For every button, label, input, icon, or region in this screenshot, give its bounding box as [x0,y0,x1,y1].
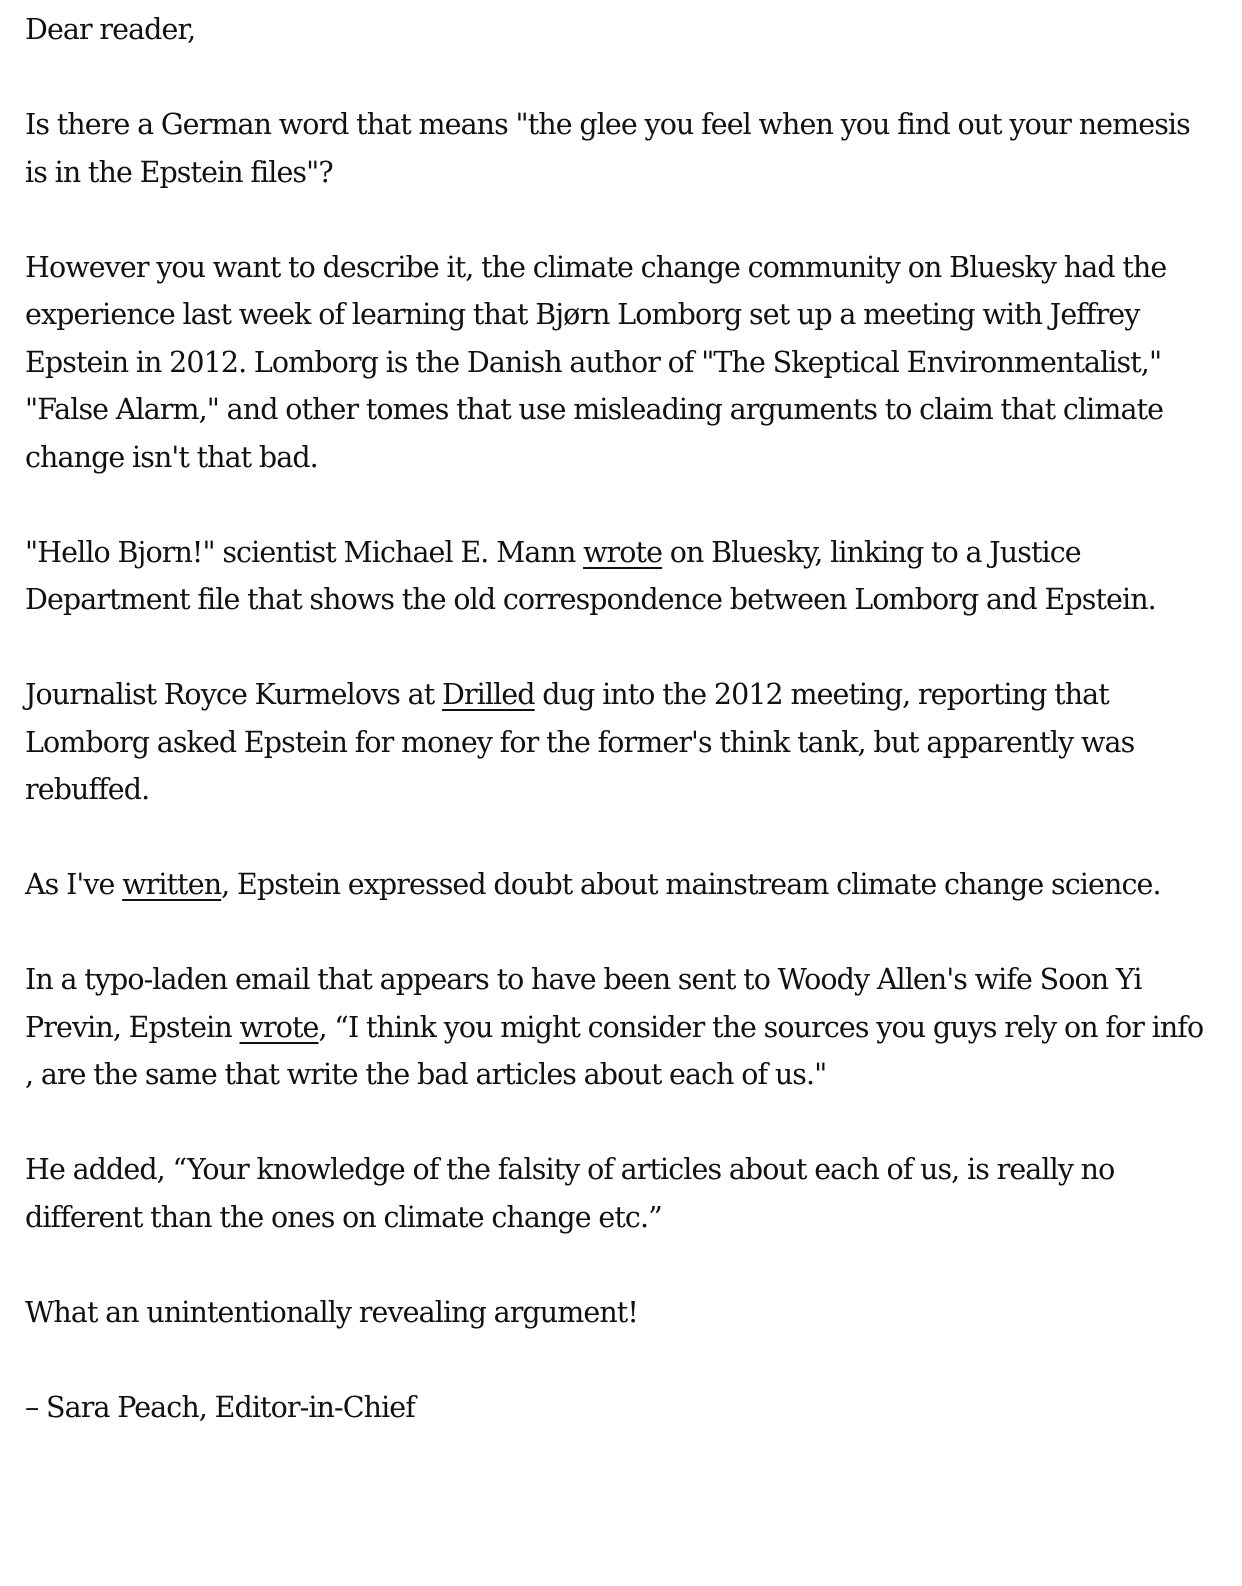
paragraph-text: As I've [25,868,123,901]
paragraph-text: Journalist Royce Kurmelovs at [25,678,442,711]
body-paragraph [25,1289,1215,1337]
inline-link-wrote[interactable]: wrote [239,1010,319,1044]
body-paragraph [25,529,1215,624]
salutation: Dear reader, [25,13,196,46]
body-paragraph [25,861,1215,909]
paragraph-text: "Hello Bjorn!" scientist Michael E. Mann [25,535,584,569]
newsletter-letter [25,6,1215,1479]
inline-link-wrote[interactable]: wrote [583,535,663,569]
paragraph-text: In a typo-laden email that appears to have been sent to Woody Allen's wife Soon Yi Previn, Epstein [25,963,1142,1044]
inline-link-written[interactable]: written [122,868,222,901]
body-paragraph [25,956,1215,1099]
body-paragraph [25,1146,1215,1241]
paragraph-text: However you want to describe it, the climate change community on Bluesky had the experience last week of learning that Bjørn Lomborg set up a meeting with Jeffrey Epstein in 2012. Lomborg is the Danish author of "The Skeptical Environmentalist," "False Alarm," and other tomes that use misleading arguments to claim that climate change isn't that bad. [25,250,1167,474]
inline-link-drilled[interactable]: Drilled [441,678,535,711]
paragraph-text: He added, “Your knowledge of the falsity of articles about each of us, is really no different than the ones on climate change etc.” [25,1153,1115,1234]
signature: – Sara Peach, Editor-in-Chief [25,1390,415,1424]
body-paragraph [25,671,1215,814]
paragraph-text: , Epstein expressed doubt about mainstream climate change science. [221,868,1161,901]
letter-body [25,101,1215,1336]
body-paragraph [25,244,1215,482]
body-paragraph [25,101,1215,196]
paragraph-text: Is there a German word that means "the glee you feel when you find out your nemesis is in the Epstein files"? [25,108,1190,189]
paragraph-text: , “I think you might consider the sources you guys rely on for info , are the same that write the bad articles about each of us." [25,1010,1204,1091]
paragraph-text: dug into the 2012 meeting, reporting that Lomborg asked Epstein for money for the former's think tank, but apparently was rebuffed. [25,678,1135,806]
paragraph-text: What an unintentionally revealing argument! [25,1295,638,1329]
paragraph-text: on Bluesky, linking to a Justice Department file that shows the old correspondence between Lomborg and Epstein. [25,535,1156,616]
